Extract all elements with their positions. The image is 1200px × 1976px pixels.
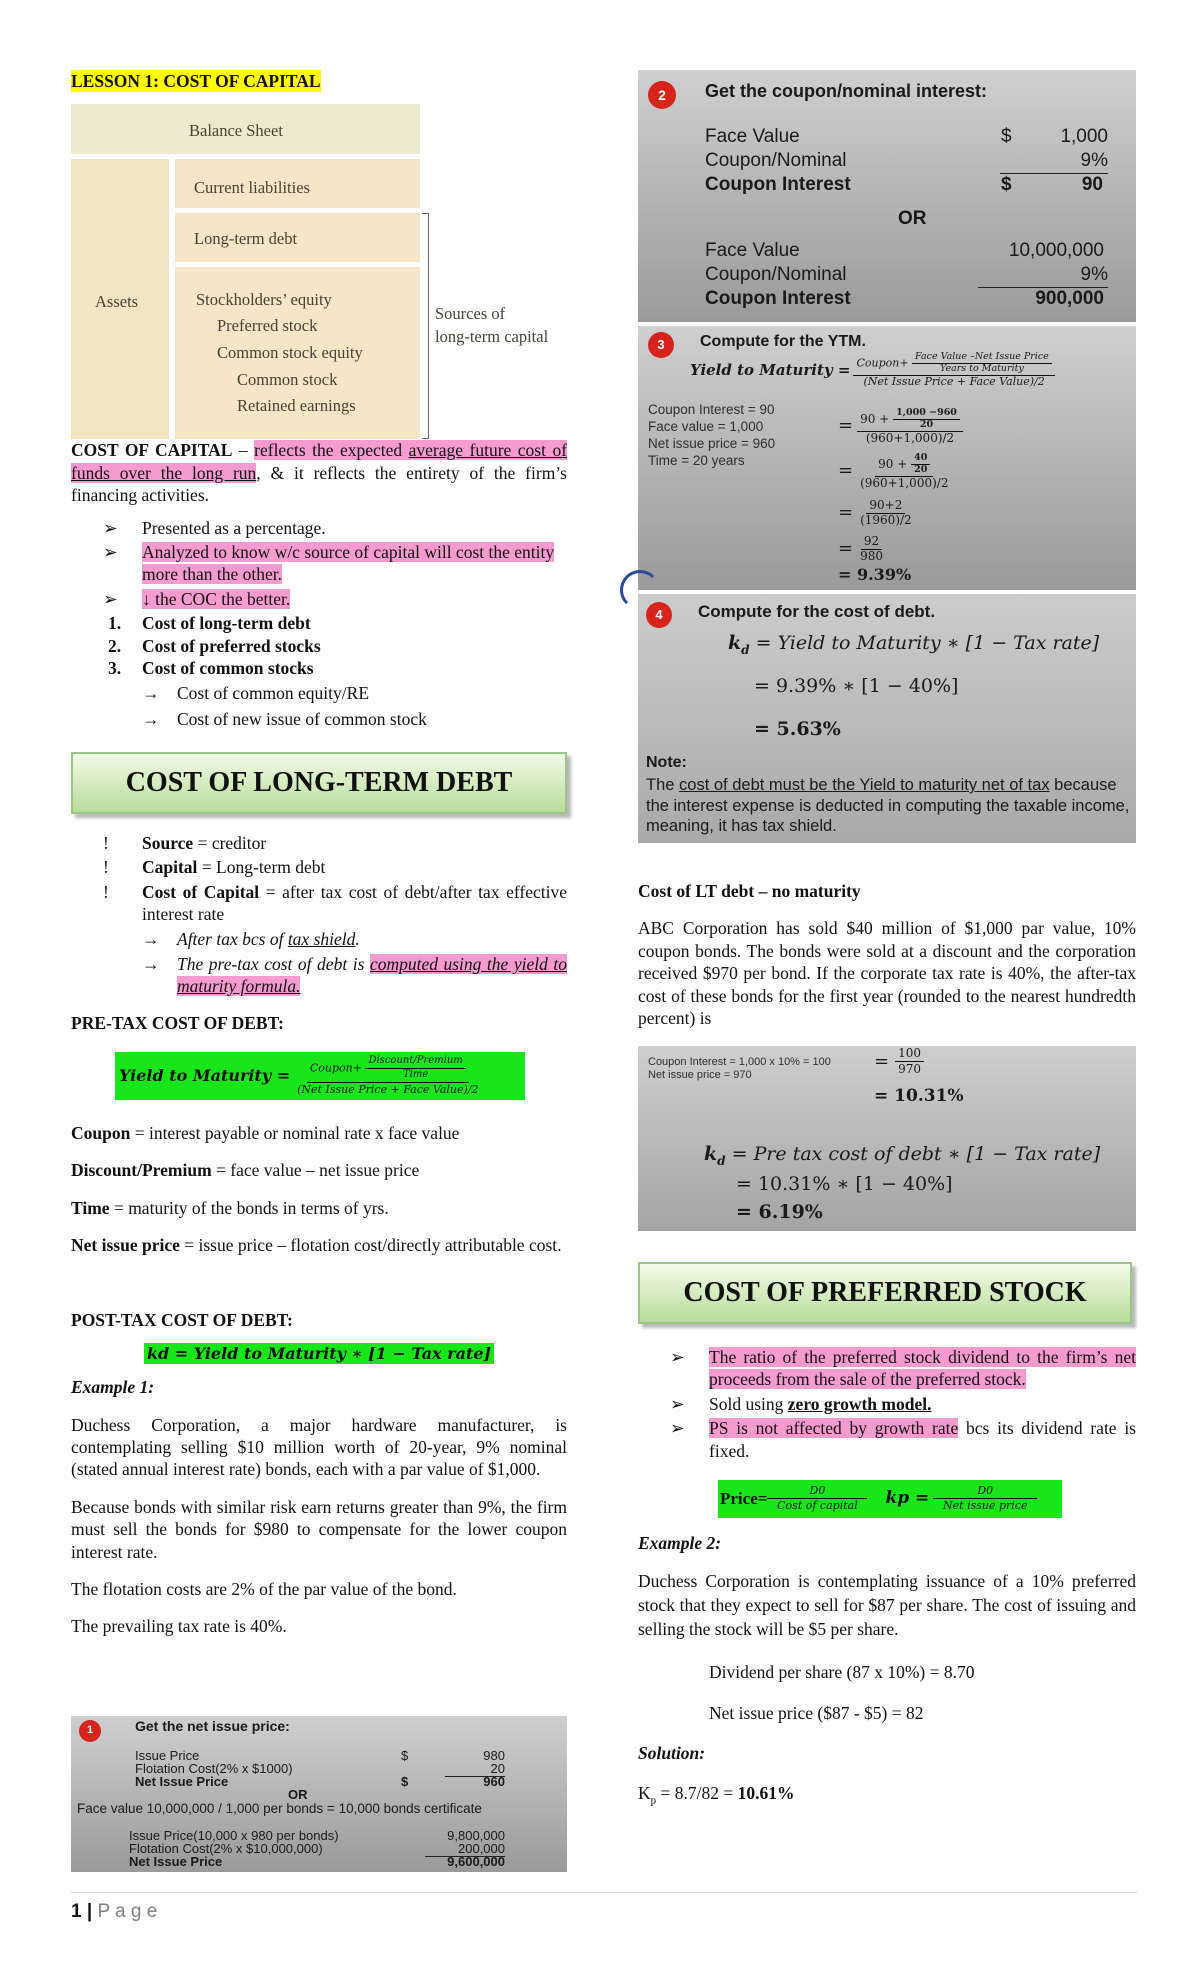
- nip-text: = issue price – flotation cost/directly attributable cost.: [179, 1235, 562, 1256]
- step-badge-2: 2: [648, 81, 676, 109]
- page-word: P a g e: [97, 1901, 158, 1922]
- arrow-right-icon: →: [142, 928, 160, 949]
- step-badge-1: 1: [79, 1720, 101, 1742]
- slide3-s3-num: 90+2: [866, 499, 905, 514]
- slide1-fc2-val: 200,000: [425, 1842, 505, 1857]
- slide3-num-c: Years to Maturity: [940, 362, 1024, 374]
- arrow-bullet-icon: ➢: [670, 1393, 685, 1414]
- slide3-result: = 9.39%: [838, 565, 912, 584]
- pref-bullet-1: The ratio of the preferred stock dividend to the firm’s net proceeds from the sale of the preferred stock.: [709, 1347, 1136, 1390]
- example1-para2: Because bonds with similar risk earn returns greater than 9%, the firm must sell the bonds for $980 to compensate for the lower coupon interest rate.: [71, 1496, 567, 1562]
- solution-mid: = 8.7/82 =: [656, 1783, 738, 1804]
- slide5-line2: = 10.31% ∗ [1 − 40%]: [736, 1173, 953, 1195]
- coc-def-c: , & it reflects the entirety of the firm’s financing activities.: [71, 462, 567, 506]
- ltd-coc-label: Cost of Capital: [142, 881, 260, 902]
- coc-numbered-list: [71, 612, 567, 679]
- footer-divider: [71, 1892, 1137, 1893]
- pref-price-num: D0: [767, 1484, 867, 1499]
- ltd-capital-val: = Long-term debt: [197, 857, 326, 878]
- ltd-source-label: Source: [142, 833, 194, 854]
- slide1-ip2: Issue Price(10,000 x 980 per bonds): [129, 1828, 339, 1843]
- slide3-ytm-label: Yield to Maturity =: [690, 360, 851, 379]
- page-number: 1: [71, 1901, 82, 1922]
- slide3-s2-den: (960+1,000)/2: [860, 475, 949, 490]
- slide2-fv2: Face Value: [705, 240, 800, 261]
- slide3-s4-num: 92: [861, 535, 882, 550]
- discount-def: [71, 1159, 567, 1181]
- slide3-s4-den: 980: [860, 548, 883, 563]
- slide3-given-1: Coupon Interest = 90: [648, 402, 775, 417]
- slide3-num-b: Face Value –Net Issue Price: [912, 352, 1052, 364]
- nip-label: Net issue price: [71, 1235, 180, 1256]
- slide4-line3: = 5.63%: [754, 718, 841, 740]
- slide1-issue-price-cur: $: [401, 1748, 409, 1763]
- coc-sub-1: Cost of common equity/RE: [177, 683, 370, 704]
- list-item: [638, 1346, 1136, 1391]
- section-header-long-term-debt: COST OF LONG-TERM DEBT: [71, 752, 567, 814]
- arrow-right-icon: →: [142, 683, 160, 704]
- example2-para: Duchess Corporation is contemplating issuance of a 10% preferred stock that they expect to sell for $87 per share. The cost of issuing and selling the stock will be $5 per share.: [638, 1571, 1136, 1639]
- ltd-sub1-c: .: [355, 928, 360, 949]
- slide2-fv: Face Value: [705, 126, 800, 147]
- slide2-ci: Coupon Interest: [705, 174, 851, 195]
- slide3-s1-num-b: 1,000 −960: [893, 408, 960, 420]
- assets-label: Assets: [95, 292, 139, 312]
- slide3-given: [648, 402, 775, 470]
- slide1-net: Net Issue Price: [135, 1774, 229, 1789]
- arrow-bullet-icon: ➢: [103, 541, 118, 562]
- list-item: [71, 832, 567, 854]
- sources-label-line1: Sources of: [435, 304, 506, 324]
- slide5-fraction: = $\frac{100}{970}$: [874, 1046, 924, 1078]
- slide3-step1: = 90 + $\frac{1,000 -960}{20}$ (960+1,000)/2: [838, 404, 963, 449]
- ytm-den: (Net Issue Price + Face Value)/2: [297, 1082, 479, 1096]
- slide5-line1: $k_d$ = Pre tax cost of debt ∗ [1 − Tax rate]: [704, 1143, 1101, 1168]
- slide-cost-of-debt: [638, 594, 1136, 843]
- coc-bullet-2: Analyzed to know w/c source of capital will cost the entity more than the other.: [142, 541, 555, 585]
- arrow-bullet-icon: ➢: [670, 1347, 685, 1367]
- slide5-given-2: Net issue price = 970: [648, 1069, 752, 1082]
- common-stock-label: Common stock: [237, 370, 338, 390]
- coc-bullet-1: Presented as a percentage.: [142, 517, 326, 538]
- example2-nip: Net issue price ($87 - $5) = 82: [709, 1702, 924, 1723]
- slide2-cn-val: 9%: [1000, 150, 1108, 174]
- sources-label-line2: long-term capital: [435, 327, 549, 347]
- arrow-right-icon: →: [142, 708, 160, 729]
- ytm-num-c: Time: [402, 1069, 429, 1080]
- coc-bullets: [71, 517, 567, 611]
- arrow-bullet-icon: ➢: [103, 517, 118, 538]
- example1-para4: The prevailing tax rate is 40%.: [71, 1616, 287, 1637]
- slide1-or: OR: [288, 1787, 308, 1802]
- ltd-coc-val: = after tax cost of debt/after tax effective interest rate: [142, 881, 568, 925]
- list-item: [638, 1393, 1136, 1415]
- slide3-title: Compute for the YTM.: [700, 333, 866, 350]
- step-badge-3: 3: [648, 332, 674, 358]
- slide3-given-4: Time = 20 years: [648, 452, 745, 468]
- coc-def-b: average future cost of funds over the long run: [71, 440, 568, 483]
- slide2-title: Get the coupon/nominal interest:: [705, 81, 988, 101]
- slide3-ytm-fraction: [853, 352, 1054, 388]
- pref-bullet-2a: Sold using: [709, 1393, 788, 1414]
- slide2-fv-val: 1,000: [1060, 126, 1108, 147]
- solution-line: [638, 1782, 1136, 1808]
- ltd-sub2-b: computed using the yield to maturity formula.: [177, 954, 567, 997]
- coc-sub-2: Cost of new issue of common stock: [177, 708, 427, 729]
- slide3-given-2: Face value = 1,000: [648, 418, 764, 434]
- arrow-bullet-icon: ➢: [670, 1418, 685, 1439]
- slide4-note: [646, 775, 1132, 837]
- ytm-num-b: Discount/Premium: [365, 1055, 465, 1069]
- slide4-note-c: because the interest expense is deducted in computing the taxable income, meaning, it has tax shield.: [646, 776, 1130, 836]
- solution-result: 10.61%: [737, 1783, 795, 1804]
- slide3-given-3: Net issue price = 960: [648, 435, 776, 451]
- pref-bullets: [638, 1346, 1136, 1462]
- example1-para1: Duchess Corporation, a major hardware manufacturer, is contemplating selling $10 million worth of 20-year, 9% nominal (stated annual interest rate) bonds, each with a par value of $1,000.: [71, 1414, 567, 1480]
- slide2-ci-val: 90: [1081, 174, 1103, 195]
- slide3-den: (Net Issue Price + Face Value)/2: [863, 374, 1045, 388]
- slide2-fv2-val: 10,000,000: [1008, 240, 1104, 261]
- slide5-line1-text: = Pre tax cost of debt ∗ [1 − Tax rate]: [731, 1143, 1101, 1165]
- list-item: [71, 588, 567, 610]
- slide3-s2-num-c: 20: [914, 463, 928, 475]
- list-item: [71, 928, 567, 950]
- ltd-sub2-a: The pre-tax cost of debt is: [177, 954, 370, 975]
- slide2-fv-cur: $: [1001, 126, 1012, 147]
- page-sep: |: [81, 1901, 98, 1922]
- stockholders-equity-label: Stockholders’ equity: [196, 290, 332, 310]
- slide3-step4: = $\frac{92}{980}$: [838, 532, 963, 566]
- common-stock-equity-label: Common stock equity: [217, 343, 363, 363]
- pref-price-label: Price=: [720, 1489, 768, 1509]
- slide4-note-b: cost of debt must be the Yield to maturity net of tax: [679, 776, 1050, 794]
- retained-earnings-label: Retained earnings: [237, 396, 356, 416]
- slide4-line1-text: = Yield to Maturity ∗ [1 − Tax rate]: [755, 632, 1100, 654]
- pref-formula-box: [718, 1480, 1062, 1518]
- slide1-issue-price: Issue Price: [135, 1748, 200, 1763]
- ltd-bullets: [71, 832, 567, 926]
- left-column: [71, 70, 567, 1638]
- slide1-nip2-val: 9,600,000: [447, 1854, 505, 1869]
- coc-num-3: Cost of common stocks: [142, 657, 314, 678]
- slide3-step2: = 90 + $\frac{40}{20}$ (960+1,000)/2: [838, 449, 963, 494]
- balance-sheet-header: Balance Sheet: [189, 121, 283, 141]
- list-item: 2. Cost of preferred stocks: [108, 635, 321, 656]
- example1-para3: The flotation costs are 2% of the par value of the bond.: [71, 1579, 457, 1600]
- current-liabilities-label: Current liabilities: [194, 178, 310, 198]
- pref-kp-fraction: [933, 1484, 1037, 1513]
- list-item: [71, 517, 567, 539]
- time-text: = maturity of the bonds in terms of yrs.: [109, 1197, 389, 1218]
- pref-kp-label: kp =: [885, 1488, 930, 1509]
- example2-dps: Dividend per share (87 x 10%) = 8.70: [709, 1662, 975, 1683]
- no-maturity-heading: Cost of LT debt – no maturity: [638, 881, 861, 901]
- slide4-note-label: Note:: [646, 754, 687, 771]
- ytm-num-a: Coupon+: [309, 1061, 362, 1075]
- list-item: [71, 708, 567, 730]
- list-item: [638, 1417, 1136, 1462]
- slide3-step3: = $\frac{90+2}{(1960)/2}$: [838, 494, 963, 532]
- slide1-net-cur: $: [401, 1774, 409, 1789]
- nip-def: [71, 1234, 567, 1256]
- slide4-note-a: The: [646, 776, 680, 794]
- slide2-ci-cur: $: [1001, 174, 1012, 195]
- slide1-fc2: Flotation Cost(2% x $10,000,000): [129, 1841, 323, 1856]
- ltd-source-val: = creditor: [193, 833, 267, 854]
- sources-bracket: [422, 213, 429, 439]
- kd-formula: kd = Yield to Maturity ∗ [1 − Tax rate]: [144, 1343, 494, 1364]
- ytm-formula-label: Yield to Maturity =: [119, 1065, 291, 1085]
- slide2-cn2-val: 9%: [978, 264, 1108, 288]
- ytm-formula-fraction: [294, 1055, 481, 1097]
- slide1-flotation-val: 20: [445, 1762, 505, 1777]
- slide4-line2: = 9.39% ∗ [1 − 40%]: [754, 675, 959, 697]
- example2-label: Example 2:: [638, 1532, 722, 1553]
- long-term-debt-label: Long-term debt: [194, 229, 298, 249]
- ltd-capital-label: Capital: [142, 857, 198, 878]
- slide-no-maturity-calc: [638, 1046, 1136, 1231]
- exclaim-bullet-icon: !: [103, 857, 109, 878]
- slide3-s1-num-c: 20: [919, 418, 934, 430]
- page-footer: [71, 1900, 157, 1924]
- list-item: [71, 856, 567, 878]
- slide3-s2-num-b: 40: [911, 453, 930, 465]
- coc-num-1: Cost of long-term debt: [142, 613, 311, 634]
- kd-formula-row: [71, 1342, 567, 1364]
- pref-kp-den: Net issue price: [943, 1499, 1028, 1513]
- coupon-label: Coupon: [71, 1122, 131, 1143]
- no-maturity-para: ABC Corporation has sold $40 million of $1,000 par value, 10% coupon bonds. The bonds were sold at a discount and the corporation received $970 per bond. If the corporate tax rate is 40%, the after-tax cost of these bonds for the first year (rounded to the nearest hundredth percent) is: [638, 918, 1136, 1028]
- exclaim-bullet-icon: !: [103, 881, 109, 902]
- slide3-s1-den: (960+1,000)/2: [865, 430, 955, 445]
- slide4-line1: $k_d$ = Yield to Maturity ∗ [1 − Tax rate]: [728, 632, 1100, 657]
- slide1-flotation: Flotation Cost(2% x $1000): [135, 1761, 293, 1776]
- solution-label: Solution:: [638, 1743, 706, 1763]
- coc-definition: [71, 439, 567, 506]
- list-item: [71, 682, 567, 704]
- list-item: [71, 541, 567, 586]
- pref-kp-num: D0: [933, 1484, 1037, 1499]
- slide-net-issue-price: [71, 1716, 567, 1872]
- slide3-s2-num-a: 90 +: [878, 456, 908, 471]
- ltd-sub1-b: tax shield: [287, 928, 356, 949]
- list-item: 3. Cost of common stocks: [108, 657, 314, 678]
- slide2-ci2-val: 900,000: [1035, 288, 1104, 309]
- list-item: [71, 881, 567, 926]
- pref-price-fraction: [767, 1484, 867, 1513]
- slide5-given-1: Coupon Interest = 1,000 x 10% = 100: [648, 1056, 831, 1068]
- slide3-steps: [838, 404, 963, 584]
- coc-bullet-3: ↓ the COC the better.: [142, 588, 291, 609]
- exclaim-bullet-icon: !: [103, 833, 109, 854]
- pref-bullet-3b: bcs its dividend rate is fixed.: [709, 1418, 1136, 1461]
- step-badge-4: 4: [646, 602, 672, 628]
- coc-num-2: Cost of preferred stocks: [142, 635, 321, 656]
- discount-label: Discount/Premium: [71, 1160, 212, 1181]
- preferred-stock-section: [638, 1262, 1136, 1808]
- list-item: 1. Cost of long-term debt: [108, 613, 311, 634]
- discount-text: = face value – net issue price: [211, 1160, 420, 1181]
- slide3-formula: [690, 352, 1055, 388]
- ytm-formula-box: [115, 1052, 525, 1100]
- slide2-ci2: Coupon Interest: [705, 288, 851, 309]
- balance-sheet-figure: [71, 104, 567, 439]
- slide3-s3-den: (1960)/2: [860, 512, 912, 527]
- example1-label: Example 1:: [71, 1377, 155, 1398]
- slide5-result: = 10.31%: [874, 1086, 964, 1106]
- section-header-preferred-stock: COST OF PREFERRED STOCK: [638, 1262, 1132, 1324]
- pref-bullet-3a: PS is not affected by growth rate: [709, 1418, 959, 1439]
- slide4-title: Compute for the cost of debt.: [698, 602, 936, 621]
- slide-coupon-interest: [638, 70, 1136, 322]
- list-item: [71, 953, 567, 998]
- slide1-face-line: Face value 10,000,000 / 1,000 per bonds = 10,000 bonds certificate: [77, 1801, 482, 1816]
- slide1-ip2-val: 9,800,000: [447, 1828, 505, 1843]
- slide5-frac-num: 100: [895, 1046, 924, 1062]
- slide3-s1-num-a: 90 +: [860, 411, 890, 426]
- coc-term: COST OF CAPITAL: [71, 440, 233, 461]
- slide3-num-a: Coupon+: [856, 356, 909, 370]
- lesson-title: LESSON 1: COST OF CAPITAL: [71, 71, 321, 91]
- slide2-cn2: Coupon/Nominal: [705, 264, 847, 285]
- slide5-line3: = 6.19%: [736, 1201, 823, 1223]
- preferred-stock-label: Preferred stock: [217, 316, 318, 336]
- pref-price-den: Cost of capital: [777, 1499, 858, 1513]
- slide5-frac-den: 970: [898, 1062, 921, 1077]
- pref-bullet-2b: zero growth model.: [787, 1393, 932, 1414]
- arrow-right-icon: →: [142, 954, 160, 975]
- time-label: Time: [71, 1197, 110, 1218]
- slide1-title: Get the net issue price:: [135, 1718, 290, 1734]
- posttax-heading: POST-TAX COST OF DEBT:: [71, 1310, 293, 1331]
- solution-sub: p: [650, 1794, 657, 1807]
- slide1-nip2: Net Issue Price: [129, 1854, 223, 1869]
- slide2-or: OR: [898, 208, 927, 229]
- ltd-sub-list: [71, 928, 567, 998]
- coupon-def: [71, 1122, 567, 1144]
- slide1-issue-price-val: 980: [483, 1748, 505, 1763]
- pretax-heading: PRE-TAX COST OF DEBT:: [71, 1012, 284, 1033]
- time-def: [71, 1197, 567, 1219]
- coc-dash: –: [232, 440, 255, 461]
- coc-sub-list: [71, 682, 567, 730]
- coc-def-a: reflects the expected: [254, 440, 409, 461]
- slide1-net-val: 960: [483, 1774, 505, 1789]
- solution-k: K: [638, 1783, 651, 1804]
- slide2-cn: Coupon/Nominal: [705, 150, 847, 171]
- coupon-text: = interest payable or nominal rate x face value: [130, 1122, 460, 1143]
- slide-ytm: [638, 326, 1136, 590]
- slide5-given: [648, 1056, 831, 1082]
- ltd-sub1-a: After tax bcs of: [177, 928, 288, 949]
- arrow-bullet-icon: ➢: [103, 588, 118, 609]
- no-maturity-section: [638, 880, 1136, 1029]
